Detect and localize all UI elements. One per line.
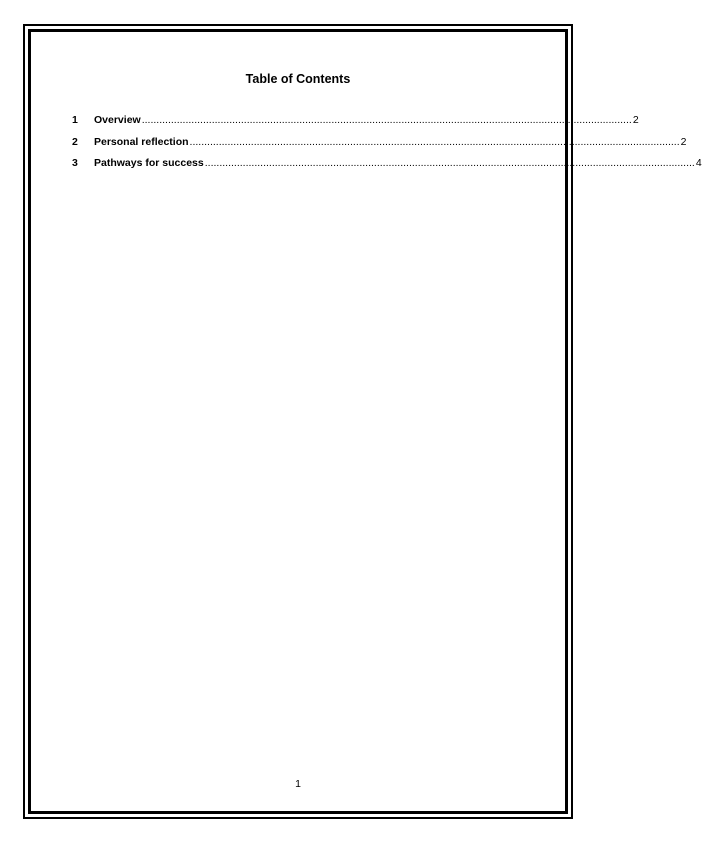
toc-entry-number: 2 <box>72 135 78 148</box>
toc-entry-label[interactable]: Personal reflection <box>94 135 189 148</box>
toc-entry-page: 2 <box>680 135 687 148</box>
toc-title: Table of Contents <box>245 72 351 86</box>
toc-entry-personal-reflection[interactable] <box>72 135 687 157</box>
toc-entry-label[interactable]: Overview <box>94 114 141 126</box>
toc-entry-page: 2 <box>632 114 639 126</box>
toc-dot-leader: ........................................................................................................................................................................ <box>204 157 695 169</box>
toc-entry-label[interactable]: Pathways for success <box>94 157 204 169</box>
toc-entry-overview[interactable] <box>72 113 639 135</box>
toc-entry-page: 4 <box>695 157 702 169</box>
toc-entry-number: 1 <box>72 114 78 126</box>
toc-dot-leader: ........................................................................................................................................................................ <box>189 135 680 148</box>
page-number: 1 <box>295 778 301 790</box>
toc-entry-pathways-for-success[interactable] <box>72 156 702 178</box>
toc-entry-number: 3 <box>72 157 78 169</box>
toc-list <box>72 113 702 178</box>
toc-dot-leader: ........................................................................................................................................................................ <box>141 114 632 126</box>
